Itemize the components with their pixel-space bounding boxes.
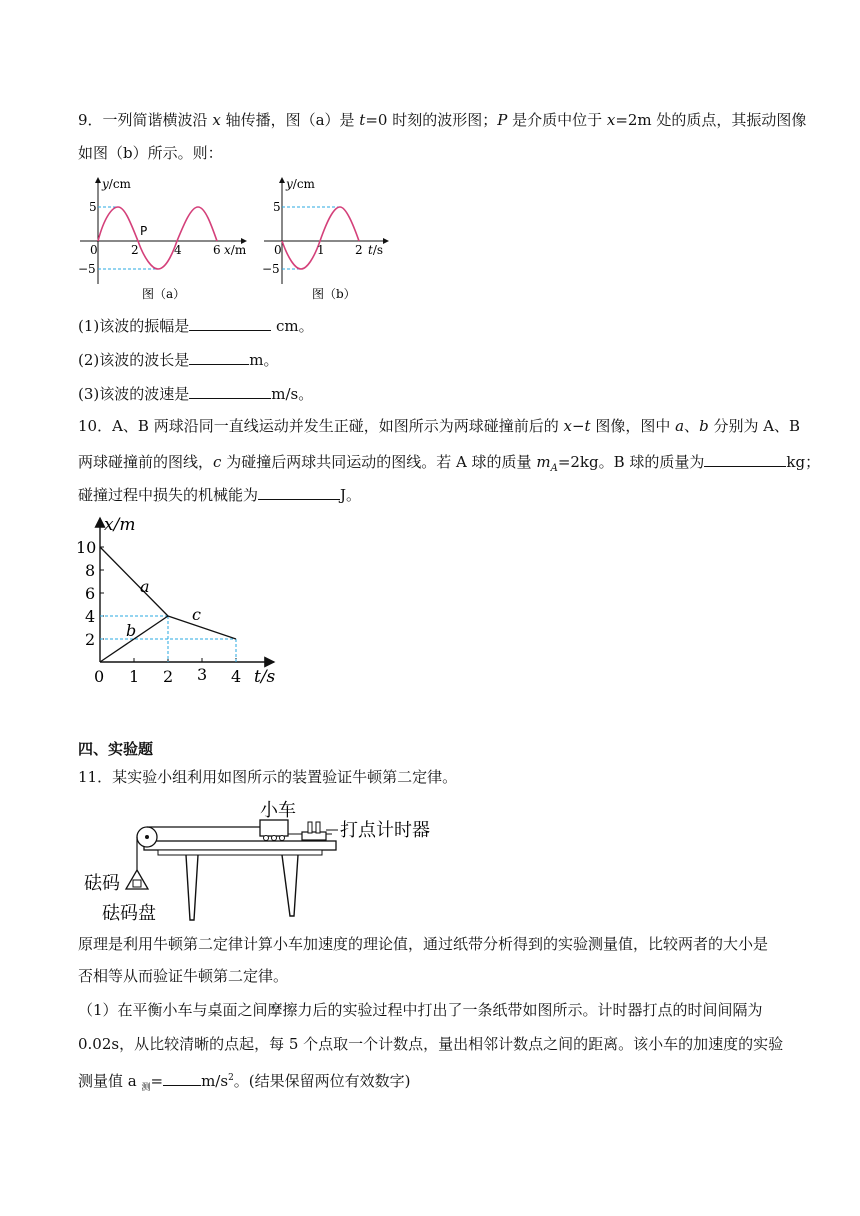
q11-text: 测量值 a	[78, 1072, 142, 1090]
q11-unit: m/s	[201, 1072, 229, 1090]
car	[260, 820, 288, 836]
label-weight: 砝码	[84, 873, 120, 894]
q9-sub1	[78, 314, 314, 336]
table-board	[158, 850, 322, 855]
ylabel-var: y	[102, 177, 109, 191]
table-leg	[186, 855, 198, 920]
q9-text: 是介质中位于	[507, 111, 607, 129]
q9-sub1-text: (1)该波的振幅是	[78, 317, 190, 335]
car-wheel	[264, 836, 269, 841]
q11-text: 原理是利用牛顿第二定律计算小车加速度的理论值，通过纸带分析得到的实验测量值，比较两者的大小是	[78, 935, 769, 953]
var-x: x	[212, 111, 221, 129]
var-P: P	[497, 111, 508, 129]
y-tick-label: 4	[85, 607, 96, 626]
timer-post	[316, 822, 320, 833]
svg-text:x/m	[224, 243, 247, 257]
q9-line-1	[78, 110, 806, 130]
line-c	[168, 616, 236, 639]
pulley-axle	[145, 835, 149, 839]
x-tick-2: 2	[131, 243, 139, 257]
q11-line-1	[78, 767, 457, 787]
svg-text:y/cm	[101, 177, 132, 191]
origin: 0	[274, 243, 282, 257]
ylabel-unit: /cm	[292, 177, 315, 191]
y-tick-label: 10	[76, 538, 97, 557]
line-a	[100, 547, 168, 616]
q9-sub2-unit: m。	[249, 351, 279, 369]
q10-text: 图像，图中	[590, 417, 676, 435]
q11-sup: 2	[228, 1073, 234, 1083]
answer-blank[interactable]	[189, 348, 249, 365]
q11-p2-line-3	[78, 1068, 411, 1098]
q9-number: 9．	[78, 111, 103, 129]
xlabel-var: t	[368, 243, 373, 257]
svg-text:x/m	[104, 515, 135, 535]
section-title-text: 四、实验题	[78, 740, 154, 758]
q10-text: =2kg。B 球的质量为	[557, 453, 705, 471]
svg-text:t/s	[368, 243, 383, 257]
origin: 0	[90, 243, 98, 257]
q9-text: 轴传播，图（a）是	[220, 111, 360, 129]
q10-unit: kg；	[786, 453, 821, 471]
answer-blank[interactable]	[258, 483, 340, 500]
x-tick-label: 1	[129, 667, 140, 686]
answer-blank[interactable]	[189, 382, 271, 399]
var-t: t	[359, 111, 366, 129]
var-m-sub: A	[550, 463, 558, 474]
car-wheel	[280, 836, 285, 841]
label-timer: 打点计时器	[340, 820, 430, 841]
xlabel-unit: /s	[372, 243, 384, 257]
q11-p1-line-2	[78, 966, 288, 986]
var-c: c	[213, 453, 222, 471]
q9-sub3-unit: m/s。	[271, 385, 314, 403]
q10-text: 分别为 A、B	[708, 417, 801, 435]
q9-sub2-text: (2)该波的波长是	[78, 351, 190, 369]
q11-text: （1）在平衡小车与桌面之间摩擦力后的实验过程中打出了一条纸带如图所示。计时器打点的时间间隔为	[78, 1001, 763, 1019]
ylabel-unit: /cm	[108, 177, 131, 191]
table-leg	[282, 855, 298, 916]
wave-curve	[98, 207, 217, 269]
vibration-curve	[282, 207, 359, 269]
q11-p2-line-2	[78, 1034, 783, 1054]
q11-p1-line-1	[78, 934, 768, 954]
label-pan: 砝码盘	[102, 903, 156, 924]
var-xt: x−t	[563, 417, 591, 435]
weight-block	[133, 880, 141, 887]
var-b: b	[699, 417, 709, 435]
q9-sub2	[78, 348, 278, 370]
timer-post	[308, 822, 312, 833]
section-title	[78, 739, 153, 759]
q11-text: =	[150, 1072, 164, 1090]
ylabel-var: y	[286, 177, 293, 191]
var-x: x	[606, 111, 616, 129]
q10-line-1	[78, 416, 800, 436]
label-car: 小车	[260, 800, 296, 821]
y-tick-neg5: −5	[262, 262, 280, 276]
q11-text: 0.02s，从比较清晰的点起，每 5 个点取一个计数点，量出相邻计数点之间的距离。该小车的加速度的实验	[78, 1035, 784, 1053]
y-tick-label: 8	[85, 561, 96, 580]
q11-p2-line-1	[78, 1000, 763, 1020]
x-tick-label: 3	[197, 665, 208, 684]
apparatus-diagram	[78, 796, 458, 926]
x-tick-label: 4	[231, 667, 242, 686]
timer-base	[302, 832, 326, 840]
var-m: m	[536, 453, 551, 471]
q9-sub1-unit: cm。	[271, 317, 314, 335]
answer-blank[interactable]	[704, 450, 786, 467]
q11-text: 11．某实验小组利用如图所示的装置验证牛顿第二定律。	[78, 768, 458, 786]
q10-text: 两球碰撞前的图线，	[78, 453, 214, 471]
x-tick-label: 0	[94, 667, 105, 686]
line-label-a: a	[140, 577, 150, 596]
ylabel: x/m	[104, 515, 136, 535]
car-wheel	[272, 836, 277, 841]
q10-text: 、	[684, 417, 700, 435]
x-tick-label: 2	[163, 667, 174, 686]
y-tick-5: 5	[273, 200, 281, 214]
vibration-graph-b	[258, 174, 398, 304]
y-tick-label: 6	[85, 584, 96, 603]
answer-blank[interactable]	[163, 1069, 201, 1086]
q11-text: 。(结果保留两位有效数字)	[233, 1072, 411, 1090]
x-tick-6: 6	[213, 243, 221, 257]
svg-text:y/cm	[285, 177, 316, 191]
q10-line-2	[78, 450, 820, 479]
table-top	[144, 841, 336, 850]
var-a: a	[675, 417, 685, 435]
q10-unit: J。	[340, 486, 362, 504]
q11-text: 否相等从而验证牛顿第二定律。	[78, 967, 289, 985]
q9-sub3-text: (3)该波的波速是	[78, 385, 190, 403]
q9-text: =2m 处的质点，其振动图像	[615, 111, 807, 129]
q10-text: 碰撞过程中损失的机械能为	[78, 486, 259, 504]
xlabel: t/s	[254, 667, 276, 687]
xlabel-unit: /m	[230, 243, 247, 257]
q10-text: 10．A、B 两球沿同一直线运动并发生正碰，如图所示为两球碰撞前后的	[78, 417, 564, 435]
q9-line-2	[78, 143, 223, 163]
line-label-b: b	[126, 621, 137, 640]
y-tick-neg5: −5	[78, 262, 96, 276]
x-tick-4: 4	[174, 243, 182, 257]
q9-text: 一列简谐横波沿	[102, 111, 213, 129]
q10-text: 为碰撞后两球共同运动的图线。若 A 球的质量	[221, 453, 537, 471]
caption-b: 图（b）	[312, 287, 356, 301]
xt-graph	[74, 510, 294, 695]
q9-sub3	[78, 382, 313, 404]
q10-line-3	[78, 483, 361, 505]
y-tick-label: 2	[85, 630, 96, 649]
wave-graph-a	[74, 174, 254, 304]
caption-a: 图（a）	[142, 287, 186, 301]
q11-sub: 测	[141, 1083, 151, 1093]
line-label-c: c	[192, 605, 201, 624]
y-tick-5: 5	[89, 200, 97, 214]
q9-text: =0 时刻的波形图；	[365, 111, 498, 129]
q9-text: 如图（b）所示。则：	[78, 144, 223, 162]
t-tick-2: 2	[355, 243, 363, 257]
point-P: P	[140, 224, 148, 238]
xlabel-var: x	[224, 243, 231, 257]
answer-blank[interactable]	[189, 314, 271, 331]
t-tick-1: 1	[317, 243, 325, 257]
